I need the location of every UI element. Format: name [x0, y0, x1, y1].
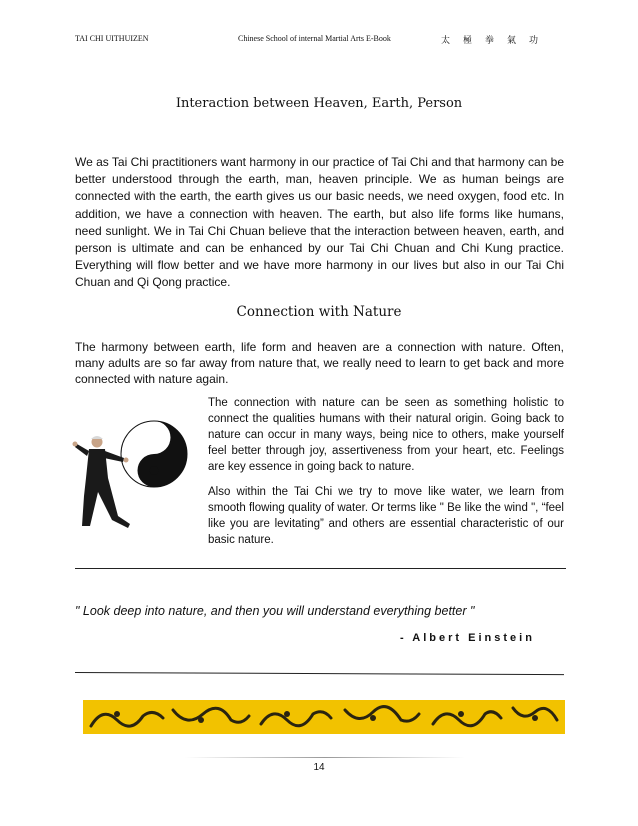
header-chinese-characters: [441, 33, 551, 46]
quote-author: - Albert Einstein: [400, 632, 535, 644]
section2-intro: The harmony between earth, life form and heaven are a connection with nature. Often, many adults are so far away from nature that, we really need to learn to get back and more connected with nature again.: [75, 340, 564, 386]
nature-connection-paragraph: The connection with nature can be seen as something holistic to connect the qualities humans with their natural origin. Going back to nature can occur in many ways, being nice to others, make yourself feel better through joy, assertiveness from your heart, etc. Feelings are key essence in going back to nature.: [208, 397, 564, 473]
water-movement-paragraph: Also within the Tai Chi we try to move like water, we learn from smooth flowing quality of water. Or terms like " Be like the wind ", “feel like you are levitating” and others are essential characteristic of our basic nature.: [208, 486, 564, 546]
divider-bottom: [75, 672, 564, 675]
header-char: 拳: [485, 35, 495, 45]
header-left-title: TAI CHI UITHUIZEN: [75, 34, 149, 43]
quote-text: " Look deep into nature, and then you will understand everything better ": [75, 604, 475, 618]
tai-chi-yin-yang-illustration: [72, 406, 192, 536]
header-char: 功: [529, 35, 539, 45]
section1-body: We as Tai Chi practitioners want harmony in our practice of Tai Chi and that harmony can be better understood through the earth, man, heaven principle. We as human beings are connected with the earth, the earth gives us our basic needs, we need oxygen, food etc. In addition, we have a connection with heaven. The earth, but also life forms like humans, need sunlight. We in Tai Chi Chuan believe that the interaction between heaven, earth, and person is ultimate and can be enhanced by our Tai Chi Chuan and Chi Kung practice. Everything will flow better and we have more harmony in our lives but also in our Tai Chi Chuan and Qi Qong practice.: [75, 155, 564, 290]
yin-yang-icon: [121, 421, 187, 487]
page-header: [0, 34, 638, 50]
section2-heading: Connection with Nature: [236, 304, 402, 320]
header-char: 氣: [507, 35, 517, 45]
dragon-banner: [83, 700, 565, 734]
header-char: 極: [463, 35, 473, 45]
header-char: 太: [441, 35, 451, 45]
footer-line: [185, 757, 465, 758]
section1-heading: Interaction between Heaven, Earth, Person: [175, 96, 463, 111]
divider-top: [75, 568, 566, 569]
page-number: 14: [313, 762, 325, 773]
header-center-title: Chinese School of internal Martial Arts E-Book: [238, 34, 391, 43]
